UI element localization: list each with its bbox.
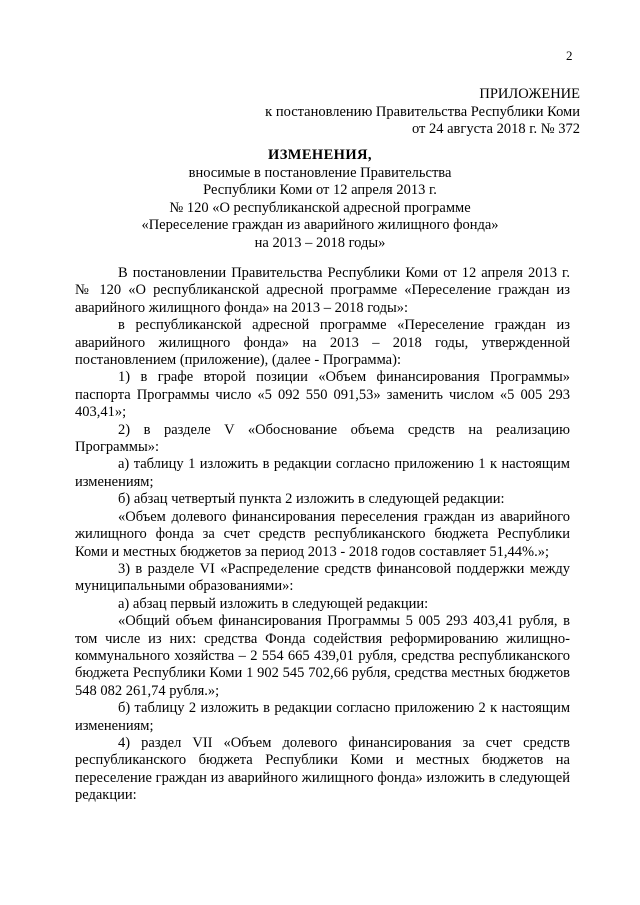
paragraph: 1) в графе второй позиции «Объем финансирования Программы» паспорта Программы число «5 092 550 091,53» заменить числом «5 005 293 403,41»; <box>75 369 570 421</box>
appendix-date: от 24 августа 2018 г. № 372 <box>411 121 580 137</box>
paragraph: 2) в разделе V «Обоснование объема средств на реализацию Программы»: <box>75 421 570 456</box>
subtitle-line: вносимые в постановление Правительства <box>188 165 452 181</box>
paragraph: 4) раздел VII «Объем долевого финансирования за счет средств республиканского бюджета Республики Коми и местных бюджетов на переселение граждан из аварийного жилищного фонда» изложить в следующей редакции: <box>75 734 570 804</box>
changes-title: ИЗМЕНЕНИЯ, <box>268 147 372 163</box>
paragraph: «Объем долевого финансирования переселения граждан из аварийного жилищного фонда за счет средств республиканского бюджета Республики Коми и местных бюджетов за период 2013 - 2018 годов составляет 51,44%.»; <box>75 508 570 560</box>
subtitle-line: № 120 «О республиканской адресной программе <box>169 199 471 216</box>
appendix-line: к постановлению Правительства Республики Коми <box>265 103 580 120</box>
paragraph: б) таблицу 2 изложить в редакции согласно приложению 2 к настоящим изменениям; <box>75 700 570 734</box>
paragraph: В постановлении Правительства Республики Коми от 12 апреля 2013 г. № 120 «О республиканской адресной программе «Переселение граждан из аварийного жилищного фонда» на 2013 – 2018 годы»: <box>75 265 570 316</box>
paragraph: в республиканской адресной программе «Переселение граждан из аварийного жилищного фонда» на 2013 – 2018 годы, утвержденной постановлением (приложение), (далее - Программа): <box>75 317 570 369</box>
document-body <box>75 265 570 805</box>
paragraph: «Общий объем финансирования Программы 5 005 293 403,41 рубля, в том числе из них: средства Фонда содействия реформированию жилищно-коммунального хозяйства – 2 554 665 439,01 рубля, средства республиканского бюджета Республики Коми 1 902 545 702,66 рубля, средства местных бюджетов 548 082 261,74 рубля.»; <box>75 613 570 699</box>
paragraph: а) таблицу 1 изложить в редакции согласно приложению 1 к настоящим изменениям; <box>75 456 570 490</box>
appendix-title: ПРИЛОЖЕНИЕ <box>479 86 580 102</box>
changes-subtitle <box>0 165 640 252</box>
subtitle-line: на 2013 – 2018 годы» <box>254 234 386 251</box>
appendix-block <box>265 86 580 139</box>
paragraph: 3) в разделе VI «Распределение средств финансовой поддержки между муниципальными образованиями»: <box>75 560 570 595</box>
paragraph: а) абзац первый изложить в следующей редакции: <box>118 595 429 612</box>
paragraph: б) абзац четвертый пункта 2 изложить в следующей редакции: <box>118 491 505 508</box>
subtitle-line: «Переселение граждан из аварийного жилищного фонда» <box>141 217 499 234</box>
page-number: 2 <box>566 48 573 63</box>
subtitle-line: Республики Коми от 12 апреля 2013 г. <box>203 182 437 199</box>
